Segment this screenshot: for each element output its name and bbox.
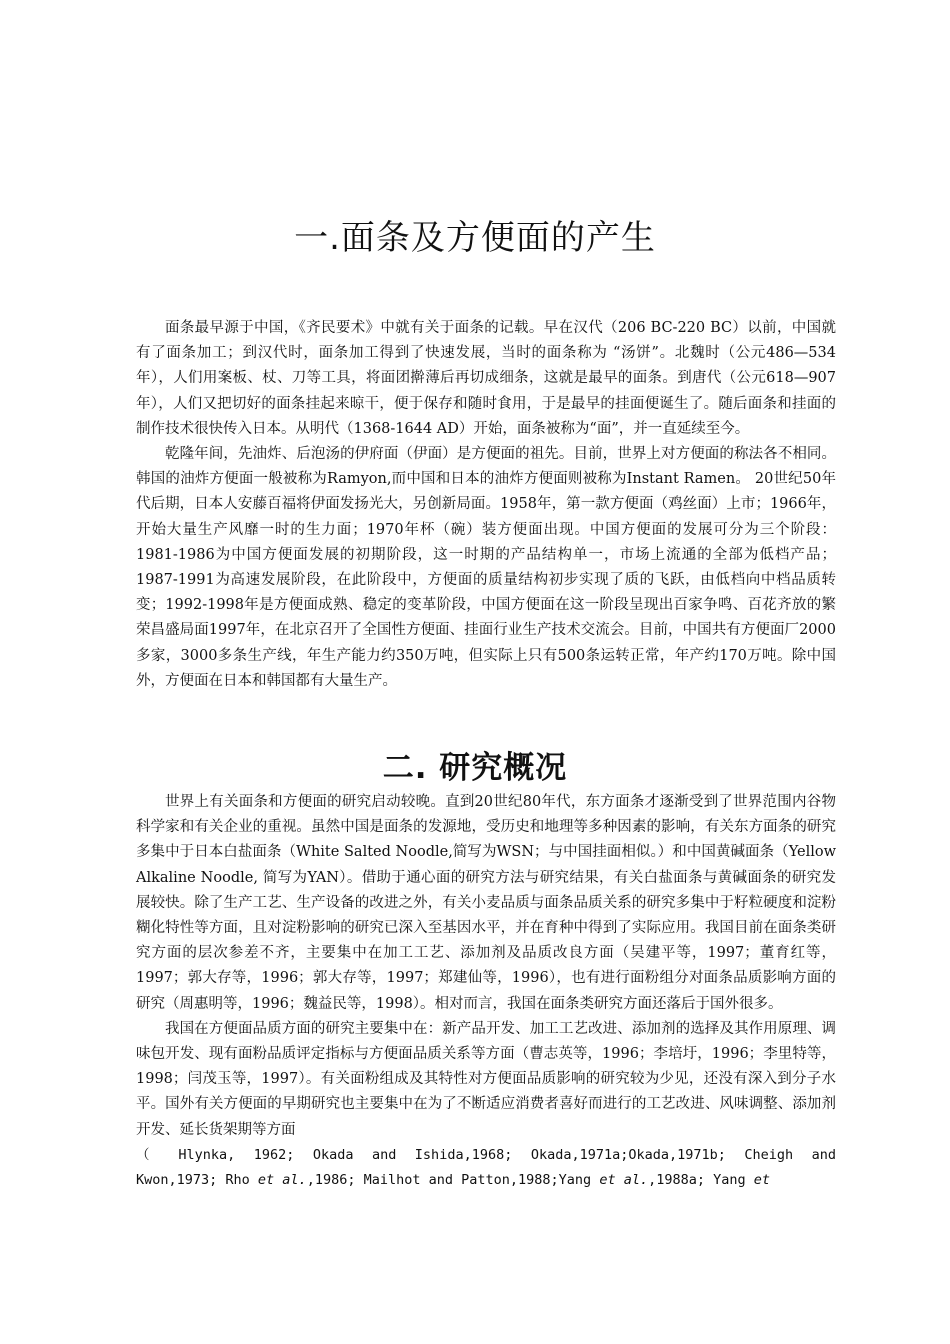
section2-title: 二. 研究概况 [382, 750, 568, 786]
section1-paragraph-2: 乾隆年间，先油炸、后泡汤的伊府面（伊面）是方便面的祖先。目前，世界上对方便面的称法各不相同。韩国的油炸方便面一般被称为Ramyon,而中国和日本的油炸方便面则被称为Instant Ramen。 20世纪50年代后期，日本人安藤百福将伊面发扬光大，另创新局面。1958年，第一款方便面（鸡丝面）上市；1966年，开始大量生产风靡一时的生力面；1970年杯（碗）装方便面出现。中国方便面的发展可分为三个阶段： 1981-1986为中国方便面发展的初期阶段，这一时期的产品结构单一，市场上流通的全部为低档产品；1987-1991为高速发展阶段，在此阶段中，方便面的质量结构初步实现了质的飞跃，由低档向中档品质转变；1992-1998年是方便面成熟、稳定的变革阶段，中国方便面在这一阶段呈现出百家争鸣、百花齐放的繁荣昌盛局面1997年，在北京召开了全国性方便面、挂面行业生产技术交流会。目前，中国共有方便面厂2000多家，3000多条生产线，年生产能力约350万吨，但实际上只有500条运转正常，年产约170万吨。除中国外，方便面在日本和韩国都有大量生产。 [136, 446, 836, 689]
references-text-2a: Kwon,1973; Rho [136, 1172, 258, 1189]
section2-paragraph-1: 世界上有关面条和方便面的研究启动较晚。直到20世纪80年代，东方面条才逐渐受到了世界范围内谷物科学家和有关企业的重视。虽然中国是面条的发源地，受历史和地理等多种因素的影响，有关东方面条的研究多集中于日本白盐面条（White Salted Noodle,简写为WSN；与中国挂面相似。）和中国黄碱面条（Yellow Alkaline Noodle, 简写为YAN）。借助于通心面的研究方法与研究结果，有关白盐面条与黄碱面条的研究发展较快。除了生产工艺、生产设备的改进之外，有关小麦品质与面条品质关系的研究多集中于籽粒硬度和淀粉糊化特性等方面，且对淀粉影响的研究已深入至基因水平，并在育种中得到了实际应用。我国目前在面条类研究方面的层次参差不齐，主要集中在加工工艺、添加剂及品质改良方面（吴建平等，1997；董育红等，1997；郭大存等，1996；郭大存等，1997；郑建仙等，1996），也有进行面粉组分对面条品质影响方面的研究（周惠明等，1996；魏益民等，1998）。相对而言，我国在面条类研究方面还落后于国外很多。 [136, 794, 836, 1012]
references-line-1 [136, 1143, 836, 1168]
references-line-2 [136, 1168, 836, 1193]
section1-paragraph-1: 面条最早源于中国，《齐民要术》中就有关于面条的记载。早在汉代（206 BC-220 BC）以前，中国就有了面条加工；到汉代时，面条加工得到了快速发展，当时的面条称为 “汤饼”。北魏时（公元486—534年），人们用案板、杖、刀等工具，将面团擀薄后再切成细条，这就是最早的面条。到唐代（公元618—907年），人们又把切好的面条挂起来晾干，便于保存和随时食用，于是最早的挂面便诞生了。随后面条和挂面的制作技术很快传入日本。从明代（1368-1644 AD）开始，面条被称为“面”，并一直延续至今。 [136, 320, 836, 437]
references-text-2b: ,1986; Mailhot and Patton,1988;Yang [306, 1172, 600, 1189]
section2-body [136, 790, 836, 1193]
references-text-1: （ Hlynka, 1962; Okada and Ishida,1968; Okada,1971a;Okada,1971b; Cheigh and [136, 1146, 836, 1163]
references-etal-2: et al. [599, 1172, 649, 1189]
references-etal-1: et al. [257, 1172, 307, 1189]
section1-title: 一.面条及方便面的产生 [294, 218, 656, 258]
section2-paragraph-2: 我国在方便面品质方面的研究主要集中在：新产品开发、加工工艺改进、添加剂的选择及其作用原理、调味包开发、现有面粉品质评定指标与方便面品质关系等方面（曹志英等，1996；李培圩，1996；李里特等，1998；闫茂玉等，1997）。有关面粉组成及其特性对方便面品质影响的研究较为少见，还没有深入到分子水平。国外有关方便面的早期研究也主要集中在为了不断适应消费者喜好而进行的工艺改进、风味调整、添加剂开发、延长货架期等方面 [136, 1020, 836, 1138]
references-etal-3: et [753, 1172, 771, 1189]
section1-body [136, 316, 836, 694]
references-text-2c: ,1988a; Yang [648, 1172, 754, 1189]
